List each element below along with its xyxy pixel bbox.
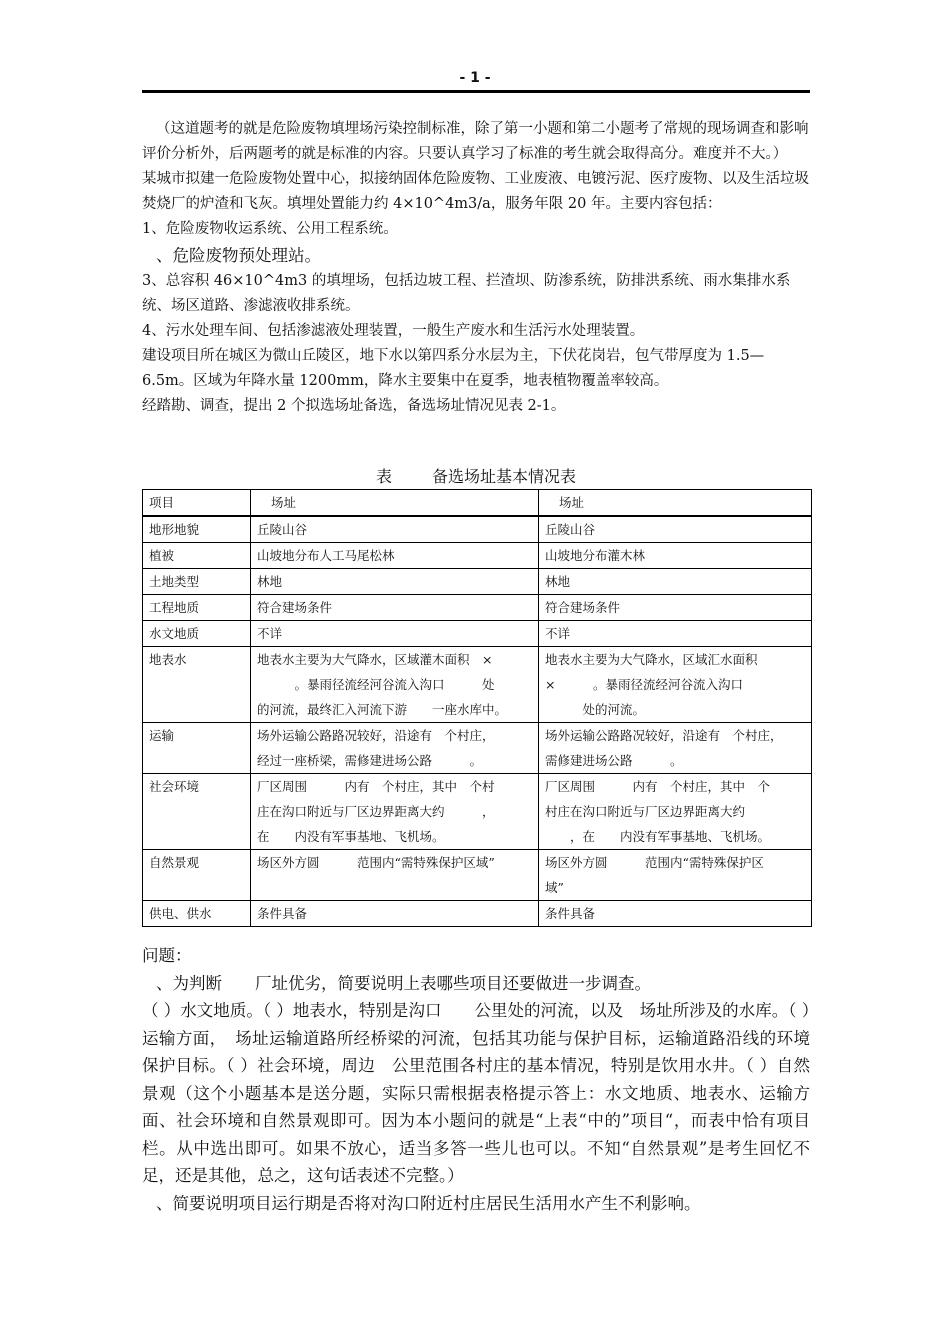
answer-1: （ ）水文地质。（ ）地表水，特别是沟口 公里处的河流，以及 场址所涉及的水库。（ ）运输方面， 场址运输道路所经桥梁的河流，包括其功能与保护目标，运输道路沿线的环境保护目标。（ ）社会环境，周边 公里范围各村庄的基本情况，特别是饮用水井。（ ）自然景观（这个小题基本是送分题，实际只需根据表格提示答上：水文地质、地表水、运输方面、社会环境和自然景观即可。因为本小题问的就是“上表“中的”项目“，而表中恰有项目栏。从中选出即可。如果不放心，适当多答一些儿也可以。不知“自然景观”是考生回忆不足，还是其他，总之，这句话表述不完整。） [142,1001,810,1185]
cell-line: 域” [545,880,564,895]
cell-line: 场区外方圆 范围内“需特殊保护区 [545,855,764,870]
row-site-1: 符合建场条件 [251,595,539,621]
table-row [143,901,812,927]
row-item: 水文地质 [143,621,251,647]
table-row [143,723,812,774]
row-item: 运输 [143,723,251,774]
table-caption [142,464,810,487]
questions-heading: 问题： [142,946,192,965]
table-row [143,850,812,901]
cell-line: 处的河流。 [545,702,646,717]
content-item-2: 、危险废物预处理站。 [156,246,321,265]
cell-line: 场外运输公路路况较好，沿途有 个村庄， [257,728,495,743]
row-item: 地表水 [143,647,251,723]
cell-line: 场外运输公路路况较好，沿途有 个村庄， [545,728,783,743]
intro-paragraph-2: 建设项目所在城区为微山丘陵区，地下水以第四系分水层为主，下伏花岗岩，包气带厚度为 1.5—6.5m。区域为年降水量 1200mm，降水主要集中在夏季，地表植物覆盖率较高。 [142,348,765,389]
row-item: 自然景观 [143,850,251,901]
row-site-1: 林地 [251,569,539,595]
site-comparison-table [142,489,812,927]
table-caption-prefix: 表 [375,467,392,486]
table-row [143,774,812,850]
row-item: 植被 [143,543,251,569]
content-item-1: 1、危险废物收运系统、公用工程系统。 [142,221,398,237]
cell-line: 。暴雨径流经河谷流入沟口 处 [257,677,495,692]
cell-line: 的河流，最终汇入河流下游 一座水库中。 [257,702,508,717]
row-site-1: 山坡地分布人工马尾松林 [251,543,539,569]
row-item: 地形地貌 [143,516,251,543]
row-site-1: 不详 [251,621,539,647]
table-row [143,543,812,569]
cell-line: 场区外方圆 范围内“需特殊保护区域” [257,855,495,870]
row-item: 工程地质 [143,595,251,621]
page-number: - 1 - [459,70,491,86]
row-item: 社会环境 [143,774,251,850]
intro-section [142,117,810,419]
row-site-2: 丘陵山谷 [539,516,812,543]
table-row [143,621,812,647]
cell-line: 地表水主要为大气降水，区域汇水面积 [545,652,758,667]
row-site-2: 条件具备 [539,901,812,927]
row-item: 土地类型 [143,569,251,595]
row-site-2 [539,850,812,901]
row-site-2 [539,647,812,723]
row-site-2 [539,774,812,850]
row-site-1 [251,723,539,774]
cell-line: 村庄在沟口附近与厂区边界距离大约 [545,804,746,819]
row-item: 供电、供水 [143,901,251,927]
cell-line: 需修建进场公路 。 [545,753,683,768]
table-row [143,516,812,543]
content-item-4: 4、污水处理车间、包括渗滤液处理装置，一般生产废水和生活污水处理装置。 [142,323,645,339]
header-rule [142,90,810,93]
row-site-1 [251,647,539,723]
intro-paragraph-3: 经踏勘、调查，提出 2 个拟选场址备选，备选场址情况见表 2-1。 [142,398,566,414]
table-row [143,647,812,723]
row-site-2: 林地 [539,569,812,595]
row-site-2: 山坡地分布灌木林 [539,543,812,569]
question-1: 、为判断 厂址优劣，简要说明上表哪些项目还要做进一步调查。 [156,973,651,993]
questions-section [142,942,810,1217]
cell-line: 厂区周围 内有 个村庄，其中 个村 [257,779,495,794]
cell-line: ，在 内没有军事基地、飞机场。 [545,829,771,844]
table-row [143,569,812,595]
table-caption-title: 备选场址基本情况表 [432,467,577,486]
header-site-2: 场址 [539,490,812,517]
row-site-1: 条件具备 [251,901,539,927]
intro-note: （这道题考的就是危险废物填埋场污染控制标准，除了第一小题和第二小题考了常规的现场调查和影响评价分析外，后两题考的就是标准的内容。只要认真学习了标准的考生就会取得高分。难度并不大。） [142,121,809,162]
row-site-1 [251,850,539,901]
cell-line: × 。暴雨径流经河谷流入沟口 [545,677,743,692]
header-site-1: 场址 [251,490,539,517]
cell-line: 在 内没有军事基地、飞机场。 [257,829,445,844]
row-site-2: 不详 [539,621,812,647]
header-item: 项目 [143,490,251,517]
row-site-2: 符合建场条件 [539,595,812,621]
row-site-1: 丘陵山谷 [251,516,539,543]
row-site-2 [539,723,812,774]
row-site-1 [251,774,539,850]
table-header-row [143,490,812,517]
cell-line: 庄在沟口附近与厂区边界距离大约 ， [257,804,495,819]
cell-line: 厂区周围 内有 个村庄，其中 个 [545,779,771,794]
intro-paragraph-1: 某城市拟建一危险废物处置中心，拟接纳固体危险废物、工业废液、电镀污泥、医疗废物、以及生活垃圾焚烧厂的炉渣和飞灰。填埋处置能力约 4×10^4m3/a，服务年限 20 年。主要内容包括： [142,171,809,212]
question-2: 、简要说明项目运行期是否将对沟口附近村庄居民生活用水产生不利影响。 [156,1193,701,1213]
cell-line: 地表水主要为大气降水，区域灌木面积 × [257,652,493,667]
content-item-3: 3、总容积 46×10^4m3 的填埋场，包括边坡工程、拦渣坝、防渗系统，防排洪系统、雨水集排水系统、场区道路、渗滤液收排系统。 [142,273,791,314]
cell-line: 经过一座桥梁，需修建进场公路 。 [257,753,483,768]
table-row [143,595,812,621]
